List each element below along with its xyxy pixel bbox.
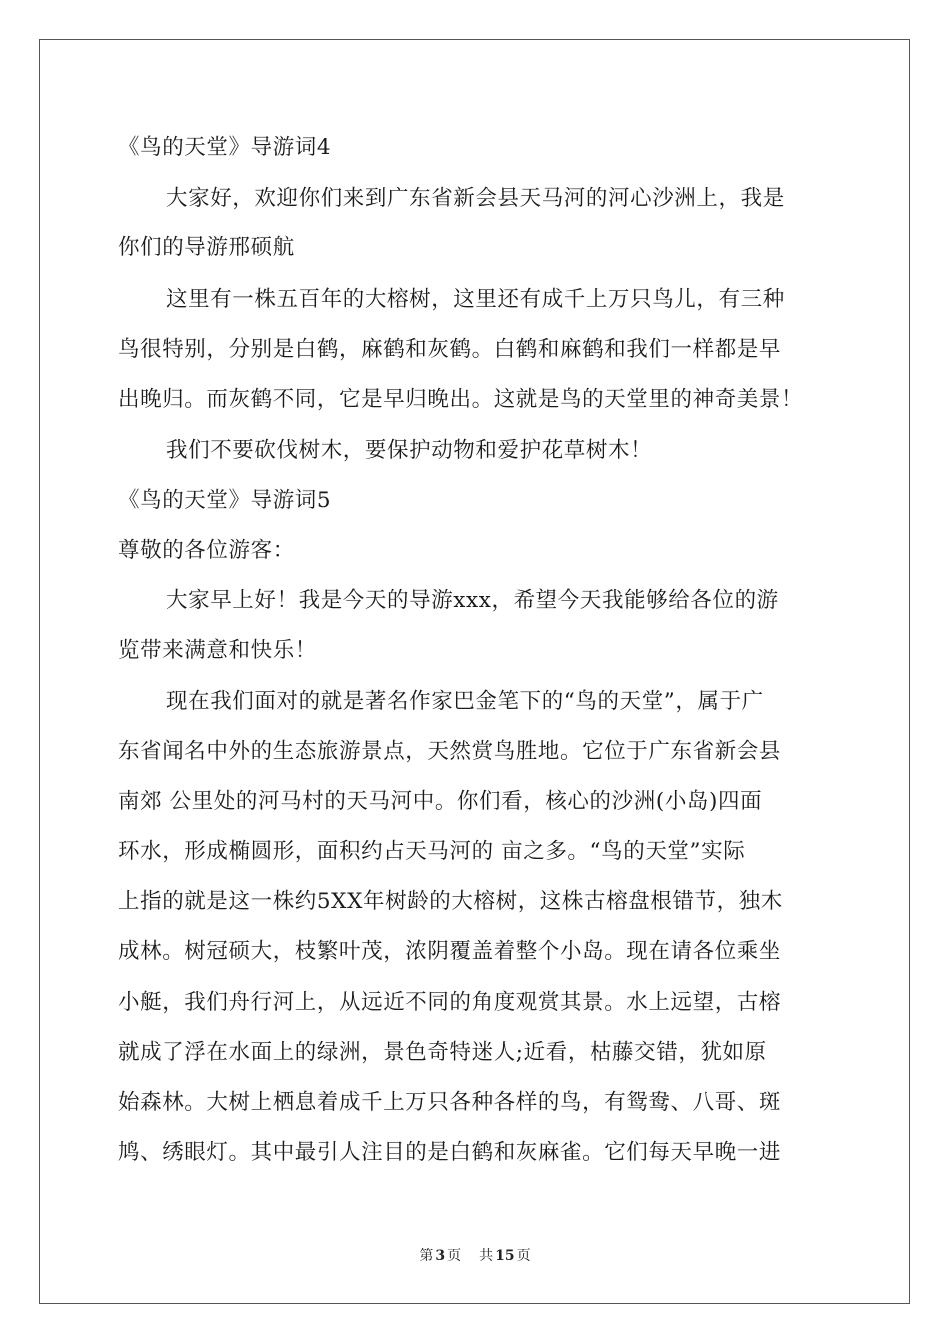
paragraph-line: 成林。树冠硕大，枝繁叶茂，浓阴覆盖着整个小岛。现在请各位乘坐 (118, 939, 782, 964)
paragraph-line: 你们的导游邢硕航 (118, 235, 295, 260)
paragraph-line: 览带来满意和快乐！ (118, 638, 317, 663)
paragraph-line: 鸟很特别，分别是白鹤，麻鹤和灰鹤。白鹤和麻鹤和我们一样都是早 (118, 337, 782, 362)
paragraph-line: 始森林。大树上栖息着成千上万只各种各样的鸟，有鸳鸯、八哥、斑 (118, 1090, 782, 1115)
total-prefix: 共 (479, 1248, 494, 1264)
paragraph-line: 上指的就是这一株约5XX年树龄的大榕树，这株古榕盘根错节，独木 (118, 889, 783, 914)
paragraph-line: 鸠、绣眼灯。其中最引人注目的是白鹤和灰麻雀。它们每天早晚一进 (118, 1140, 782, 1165)
paragraph-line: 现在我们面对的就是著名作家巴金笔下的“鸟的天堂”，属于广 (166, 689, 764, 714)
page-number: 3 (435, 1248, 446, 1264)
paragraph-line: 出晚归。而灰鹤不同，它是早归晚出。这就是鸟的天堂里的神奇美景！ (118, 387, 804, 412)
paragraph-line: 南郊 公里处的河马村的天马河中。你们看，核心的沙洲(小岛)四面 (118, 789, 763, 814)
page-footer (0, 1249, 950, 1263)
paragraph-line: 环水，形成椭圆形，面积约占天马河的 亩之多。“鸟的天堂”实际 (118, 839, 746, 864)
paragraph-line: 我们不要砍伐树木，要保护动物和爱护花草树木！ (166, 438, 653, 463)
total-suffix: 页 (516, 1248, 531, 1264)
salutation-line: 尊敬的各位游客： (118, 538, 295, 563)
paragraph-line: 就成了浮在水面上的绿洲，景色奇特迷人;近看，枯藤交错，犹如原 (118, 1040, 767, 1065)
total-pages: 15 (495, 1248, 515, 1264)
section-heading: 《鸟的天堂》导游词5 (118, 488, 332, 513)
paragraph-line: 东省闻名中外的生态旅游景点，天然赏鸟胜地。它位于广东省新会县 (118, 739, 782, 764)
paragraph-line: 这里有一株五百年的大榕树，这里还有成千上万只鸟儿，有三种 (166, 287, 785, 312)
paragraph-line: 大家早上好！我是今天的导游xxx，希望今天我能够给各位的游 (166, 588, 779, 613)
paragraph-line: 大家好，欢迎你们来到广东省新会县天马河的河心沙洲上，我是 (166, 186, 785, 211)
paragraph-line: 小艇，我们舟行河上，从远近不同的角度观赏其景。水上远望，古榕 (118, 990, 782, 1015)
section-heading: 《鸟的天堂》导游词4 (118, 135, 332, 160)
page-prefix: 第 (419, 1248, 434, 1264)
page-suffix: 页 (447, 1248, 462, 1264)
